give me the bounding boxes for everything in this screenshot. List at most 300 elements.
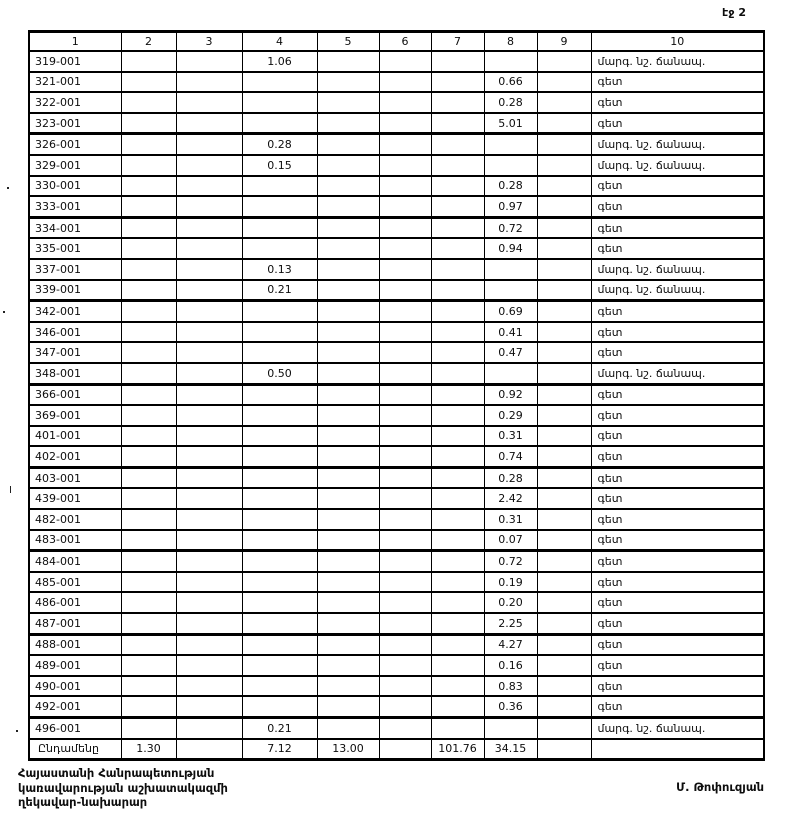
cell [317, 467, 379, 488]
cell [242, 72, 317, 93]
cell: գետ [591, 613, 764, 634]
data-table [28, 30, 765, 761]
cell [431, 488, 484, 509]
cell: գետ [591, 592, 764, 613]
cell [121, 259, 176, 280]
cell [431, 363, 484, 384]
cell [431, 676, 484, 697]
cell: գետ [591, 509, 764, 530]
cell [242, 92, 317, 113]
cell [484, 134, 537, 155]
table-row [29, 592, 764, 613]
cell: 337-001 [29, 259, 121, 280]
cell: մարգ. նշ. ճանապ. [591, 259, 764, 280]
cell [317, 572, 379, 593]
cell: 0.83 [484, 676, 537, 697]
cell [317, 592, 379, 613]
totals-cell: Ընդամենը [29, 739, 121, 760]
cell [537, 405, 591, 426]
cell [242, 613, 317, 634]
cell: 319-001 [29, 51, 121, 72]
cell: գետ [591, 655, 764, 676]
cell [379, 322, 431, 343]
cell [379, 509, 431, 530]
cell [242, 551, 317, 572]
table-row [29, 322, 764, 343]
cell [431, 572, 484, 593]
table-row [29, 176, 764, 197]
cell [176, 718, 242, 739]
cell: 0.66 [484, 72, 537, 93]
cell [379, 280, 431, 301]
page-number-label: էջ 2 [722, 6, 746, 19]
cell [242, 176, 317, 197]
cell: 485-001 [29, 572, 121, 593]
cell [431, 301, 484, 322]
cell: 482-001 [29, 509, 121, 530]
cell [242, 509, 317, 530]
table-row [29, 92, 764, 113]
cell [121, 592, 176, 613]
cell [176, 196, 242, 217]
cell [537, 446, 591, 467]
cell [121, 238, 176, 259]
cell: 488-001 [29, 634, 121, 655]
cell [431, 613, 484, 634]
cell [484, 280, 537, 301]
cell [537, 696, 591, 717]
column-header: 7 [431, 32, 484, 52]
table-row [29, 384, 764, 405]
cell: գետ [591, 405, 764, 426]
table-row [29, 467, 764, 488]
cell [176, 696, 242, 717]
cell: 0.69 [484, 301, 537, 322]
footer-line: կառավարության աշխատակազմի [18, 780, 228, 795]
cell: 0.15 [242, 155, 317, 176]
cell [484, 155, 537, 176]
cell [317, 530, 379, 551]
cell: 346-001 [29, 322, 121, 343]
table-row [29, 113, 764, 134]
table-row [29, 488, 764, 509]
cell [537, 572, 591, 593]
cell [121, 196, 176, 217]
cell [242, 196, 317, 217]
cell: 2.42 [484, 488, 537, 509]
cell: 342-001 [29, 301, 121, 322]
cell [431, 592, 484, 613]
table-row [29, 676, 764, 697]
cell [537, 551, 591, 572]
cell [121, 446, 176, 467]
cell: 369-001 [29, 405, 121, 426]
cell [242, 488, 317, 509]
cell [176, 134, 242, 155]
cell [317, 613, 379, 634]
totals-cell: 101.76 [431, 739, 484, 760]
cell [431, 113, 484, 134]
column-header: 1 [29, 32, 121, 52]
cell [379, 113, 431, 134]
cell [431, 718, 484, 739]
cell [379, 572, 431, 593]
cell: գետ [591, 384, 764, 405]
cell [242, 572, 317, 593]
cell [484, 51, 537, 72]
cell [317, 238, 379, 259]
cell [379, 51, 431, 72]
cell [431, 655, 484, 676]
cell [317, 51, 379, 72]
cell [537, 676, 591, 697]
cell [121, 634, 176, 655]
cell: 0.31 [484, 509, 537, 530]
cell [121, 134, 176, 155]
cell [317, 259, 379, 280]
cell: 489-001 [29, 655, 121, 676]
cell: 322-001 [29, 92, 121, 113]
cell [431, 509, 484, 530]
cell: 333-001 [29, 196, 121, 217]
cell [176, 113, 242, 134]
cell: գետ [591, 467, 764, 488]
cell [379, 384, 431, 405]
cell: գետ [591, 572, 764, 593]
cell: 0.21 [242, 718, 317, 739]
cell [379, 634, 431, 655]
table-row [29, 259, 764, 280]
cell: 0.13 [242, 259, 317, 280]
cell [317, 72, 379, 93]
totals-cell: 13.00 [317, 739, 379, 760]
cell: մարգ. նշ. ճանապ. [591, 51, 764, 72]
cell [242, 634, 317, 655]
cell [317, 322, 379, 343]
table-row [29, 280, 764, 301]
table-row [29, 196, 764, 217]
cell: 492-001 [29, 696, 121, 717]
cell [379, 196, 431, 217]
footer-line: ղեկավար-նախարար [18, 795, 148, 809]
cell [537, 51, 591, 72]
cell: 2.25 [484, 613, 537, 634]
cell: 490-001 [29, 676, 121, 697]
cell [121, 467, 176, 488]
cell [317, 280, 379, 301]
cell [484, 259, 537, 280]
cell: 348-001 [29, 363, 121, 384]
column-header: 2 [121, 32, 176, 52]
cell [121, 488, 176, 509]
scan-artifact [10, 486, 11, 493]
cell [317, 446, 379, 467]
cell: 326-001 [29, 134, 121, 155]
cell: մարգ. նշ. ճանապ. [591, 134, 764, 155]
cell: 0.21 [242, 280, 317, 301]
cell [484, 718, 537, 739]
cell [176, 467, 242, 488]
cell [176, 530, 242, 551]
cell [379, 488, 431, 509]
cell [537, 634, 591, 655]
cell [121, 51, 176, 72]
cell [431, 634, 484, 655]
scan-artifact [7, 187, 9, 189]
cell [431, 405, 484, 426]
cell [317, 155, 379, 176]
cell [431, 134, 484, 155]
cell: 5.01 [484, 113, 537, 134]
scan-artifact [16, 730, 18, 732]
cell [176, 238, 242, 259]
cell [431, 238, 484, 259]
cell [379, 426, 431, 447]
cell [537, 613, 591, 634]
table-row [29, 613, 764, 634]
cell [121, 509, 176, 530]
cell: 0.07 [484, 530, 537, 551]
cell [242, 592, 317, 613]
cell [121, 72, 176, 93]
cell [379, 405, 431, 426]
cell: 0.41 [484, 322, 537, 343]
cell [379, 613, 431, 634]
cell [317, 426, 379, 447]
cell [537, 176, 591, 197]
table-row [29, 696, 764, 717]
cell: 0.16 [484, 655, 537, 676]
cell [242, 113, 317, 134]
cell [121, 676, 176, 697]
scan-artifact [3, 311, 5, 313]
cell [537, 363, 591, 384]
cell [379, 551, 431, 572]
cell [431, 696, 484, 717]
cell [242, 405, 317, 426]
cell [379, 696, 431, 717]
cell [431, 196, 484, 217]
table-row [29, 572, 764, 593]
cell [379, 217, 431, 238]
cell [431, 72, 484, 93]
cell: գետ [591, 530, 764, 551]
cell [317, 405, 379, 426]
cell [176, 572, 242, 593]
cell [379, 592, 431, 613]
cell: գետ [591, 196, 764, 217]
totals-cell: 34.15 [484, 739, 537, 760]
cell [121, 572, 176, 593]
cell: 347-001 [29, 342, 121, 363]
totals-cell [591, 739, 764, 760]
table-row [29, 509, 764, 530]
column-header: 9 [537, 32, 591, 52]
cell [379, 155, 431, 176]
cell [176, 280, 242, 301]
cell: 330-001 [29, 176, 121, 197]
cell [431, 551, 484, 572]
cell [242, 676, 317, 697]
cell [121, 113, 176, 134]
table-row [29, 301, 764, 322]
cell [176, 155, 242, 176]
cell [537, 322, 591, 343]
cell: 402-001 [29, 446, 121, 467]
cell [121, 176, 176, 197]
cell: 1.06 [242, 51, 317, 72]
cell [176, 384, 242, 405]
cell [317, 488, 379, 509]
cell [537, 280, 591, 301]
cell [176, 92, 242, 113]
cell [176, 217, 242, 238]
cell [176, 405, 242, 426]
cell [537, 467, 591, 488]
cell [176, 655, 242, 676]
cell [121, 718, 176, 739]
cell [379, 363, 431, 384]
cell: 0.97 [484, 196, 537, 217]
cell: մարգ. նշ. ճանապ. [591, 718, 764, 739]
cell [317, 92, 379, 113]
cell: 483-001 [29, 530, 121, 551]
cell [121, 405, 176, 426]
table-row [29, 446, 764, 467]
cell [484, 363, 537, 384]
cell [121, 655, 176, 676]
cell [537, 488, 591, 509]
cell [537, 259, 591, 280]
cell [317, 134, 379, 155]
cell: գետ [591, 551, 764, 572]
cell [121, 92, 176, 113]
cell [176, 342, 242, 363]
cell: 339-001 [29, 280, 121, 301]
cell [431, 384, 484, 405]
table-row [29, 134, 764, 155]
cell [242, 655, 317, 676]
cell [379, 259, 431, 280]
cell [431, 426, 484, 447]
column-header: 6 [379, 32, 431, 52]
cell [176, 176, 242, 197]
table-row [29, 718, 764, 739]
table-row [29, 530, 764, 551]
cell: 0.72 [484, 217, 537, 238]
cell [317, 113, 379, 134]
cell [176, 446, 242, 467]
cell [379, 655, 431, 676]
cell: գետ [591, 113, 764, 134]
cell [176, 676, 242, 697]
column-header: 3 [176, 32, 242, 52]
cell [242, 301, 317, 322]
cell [317, 176, 379, 197]
cell [379, 676, 431, 697]
cell [537, 530, 591, 551]
totals-row [29, 739, 764, 760]
cell [431, 280, 484, 301]
cell: գետ [591, 176, 764, 197]
signature-name: Մ. Թոփուզյան [676, 780, 764, 794]
cell [242, 217, 317, 238]
cell [317, 551, 379, 572]
cell [317, 509, 379, 530]
cell [431, 155, 484, 176]
cell [317, 301, 379, 322]
table-row [29, 405, 764, 426]
table-row [29, 238, 764, 259]
cell: 484-001 [29, 551, 121, 572]
cell [176, 488, 242, 509]
cell [176, 72, 242, 93]
cell: 0.50 [242, 363, 317, 384]
cell [121, 155, 176, 176]
cell [379, 301, 431, 322]
cell: 0.72 [484, 551, 537, 572]
cell: 0.31 [484, 426, 537, 447]
cell [537, 342, 591, 363]
cell [431, 217, 484, 238]
table-row [29, 363, 764, 384]
cell: 0.19 [484, 572, 537, 593]
column-header: 4 [242, 32, 317, 52]
cell: գետ [591, 696, 764, 717]
cell [121, 384, 176, 405]
cell [317, 634, 379, 655]
cell [317, 196, 379, 217]
table-row [29, 217, 764, 238]
cell: 321-001 [29, 72, 121, 93]
cell: 0.29 [484, 405, 537, 426]
cell [431, 322, 484, 343]
cell [317, 217, 379, 238]
cell [431, 342, 484, 363]
column-header: 5 [317, 32, 379, 52]
cell: 0.36 [484, 696, 537, 717]
cell [242, 426, 317, 447]
column-header: 8 [484, 32, 537, 52]
cell [317, 342, 379, 363]
cell: մարգ. նշ. ճանապ. [591, 280, 764, 301]
cell: գետ [591, 322, 764, 343]
totals-cell [176, 739, 242, 760]
cell [537, 155, 591, 176]
table-row [29, 342, 764, 363]
cell [121, 301, 176, 322]
cell: գետ [591, 446, 764, 467]
cell [431, 467, 484, 488]
cell [242, 384, 317, 405]
cell [537, 301, 591, 322]
cell: 0.47 [484, 342, 537, 363]
cell: 0.28 [484, 92, 537, 113]
cell [537, 196, 591, 217]
cell [176, 259, 242, 280]
cell [121, 280, 176, 301]
table-row [29, 655, 764, 676]
cell [537, 113, 591, 134]
cell: 329-001 [29, 155, 121, 176]
cell: 487-001 [29, 613, 121, 634]
cell [537, 718, 591, 739]
table-row [29, 51, 764, 72]
cell [121, 217, 176, 238]
cell [121, 530, 176, 551]
cell [379, 446, 431, 467]
cell [121, 426, 176, 447]
